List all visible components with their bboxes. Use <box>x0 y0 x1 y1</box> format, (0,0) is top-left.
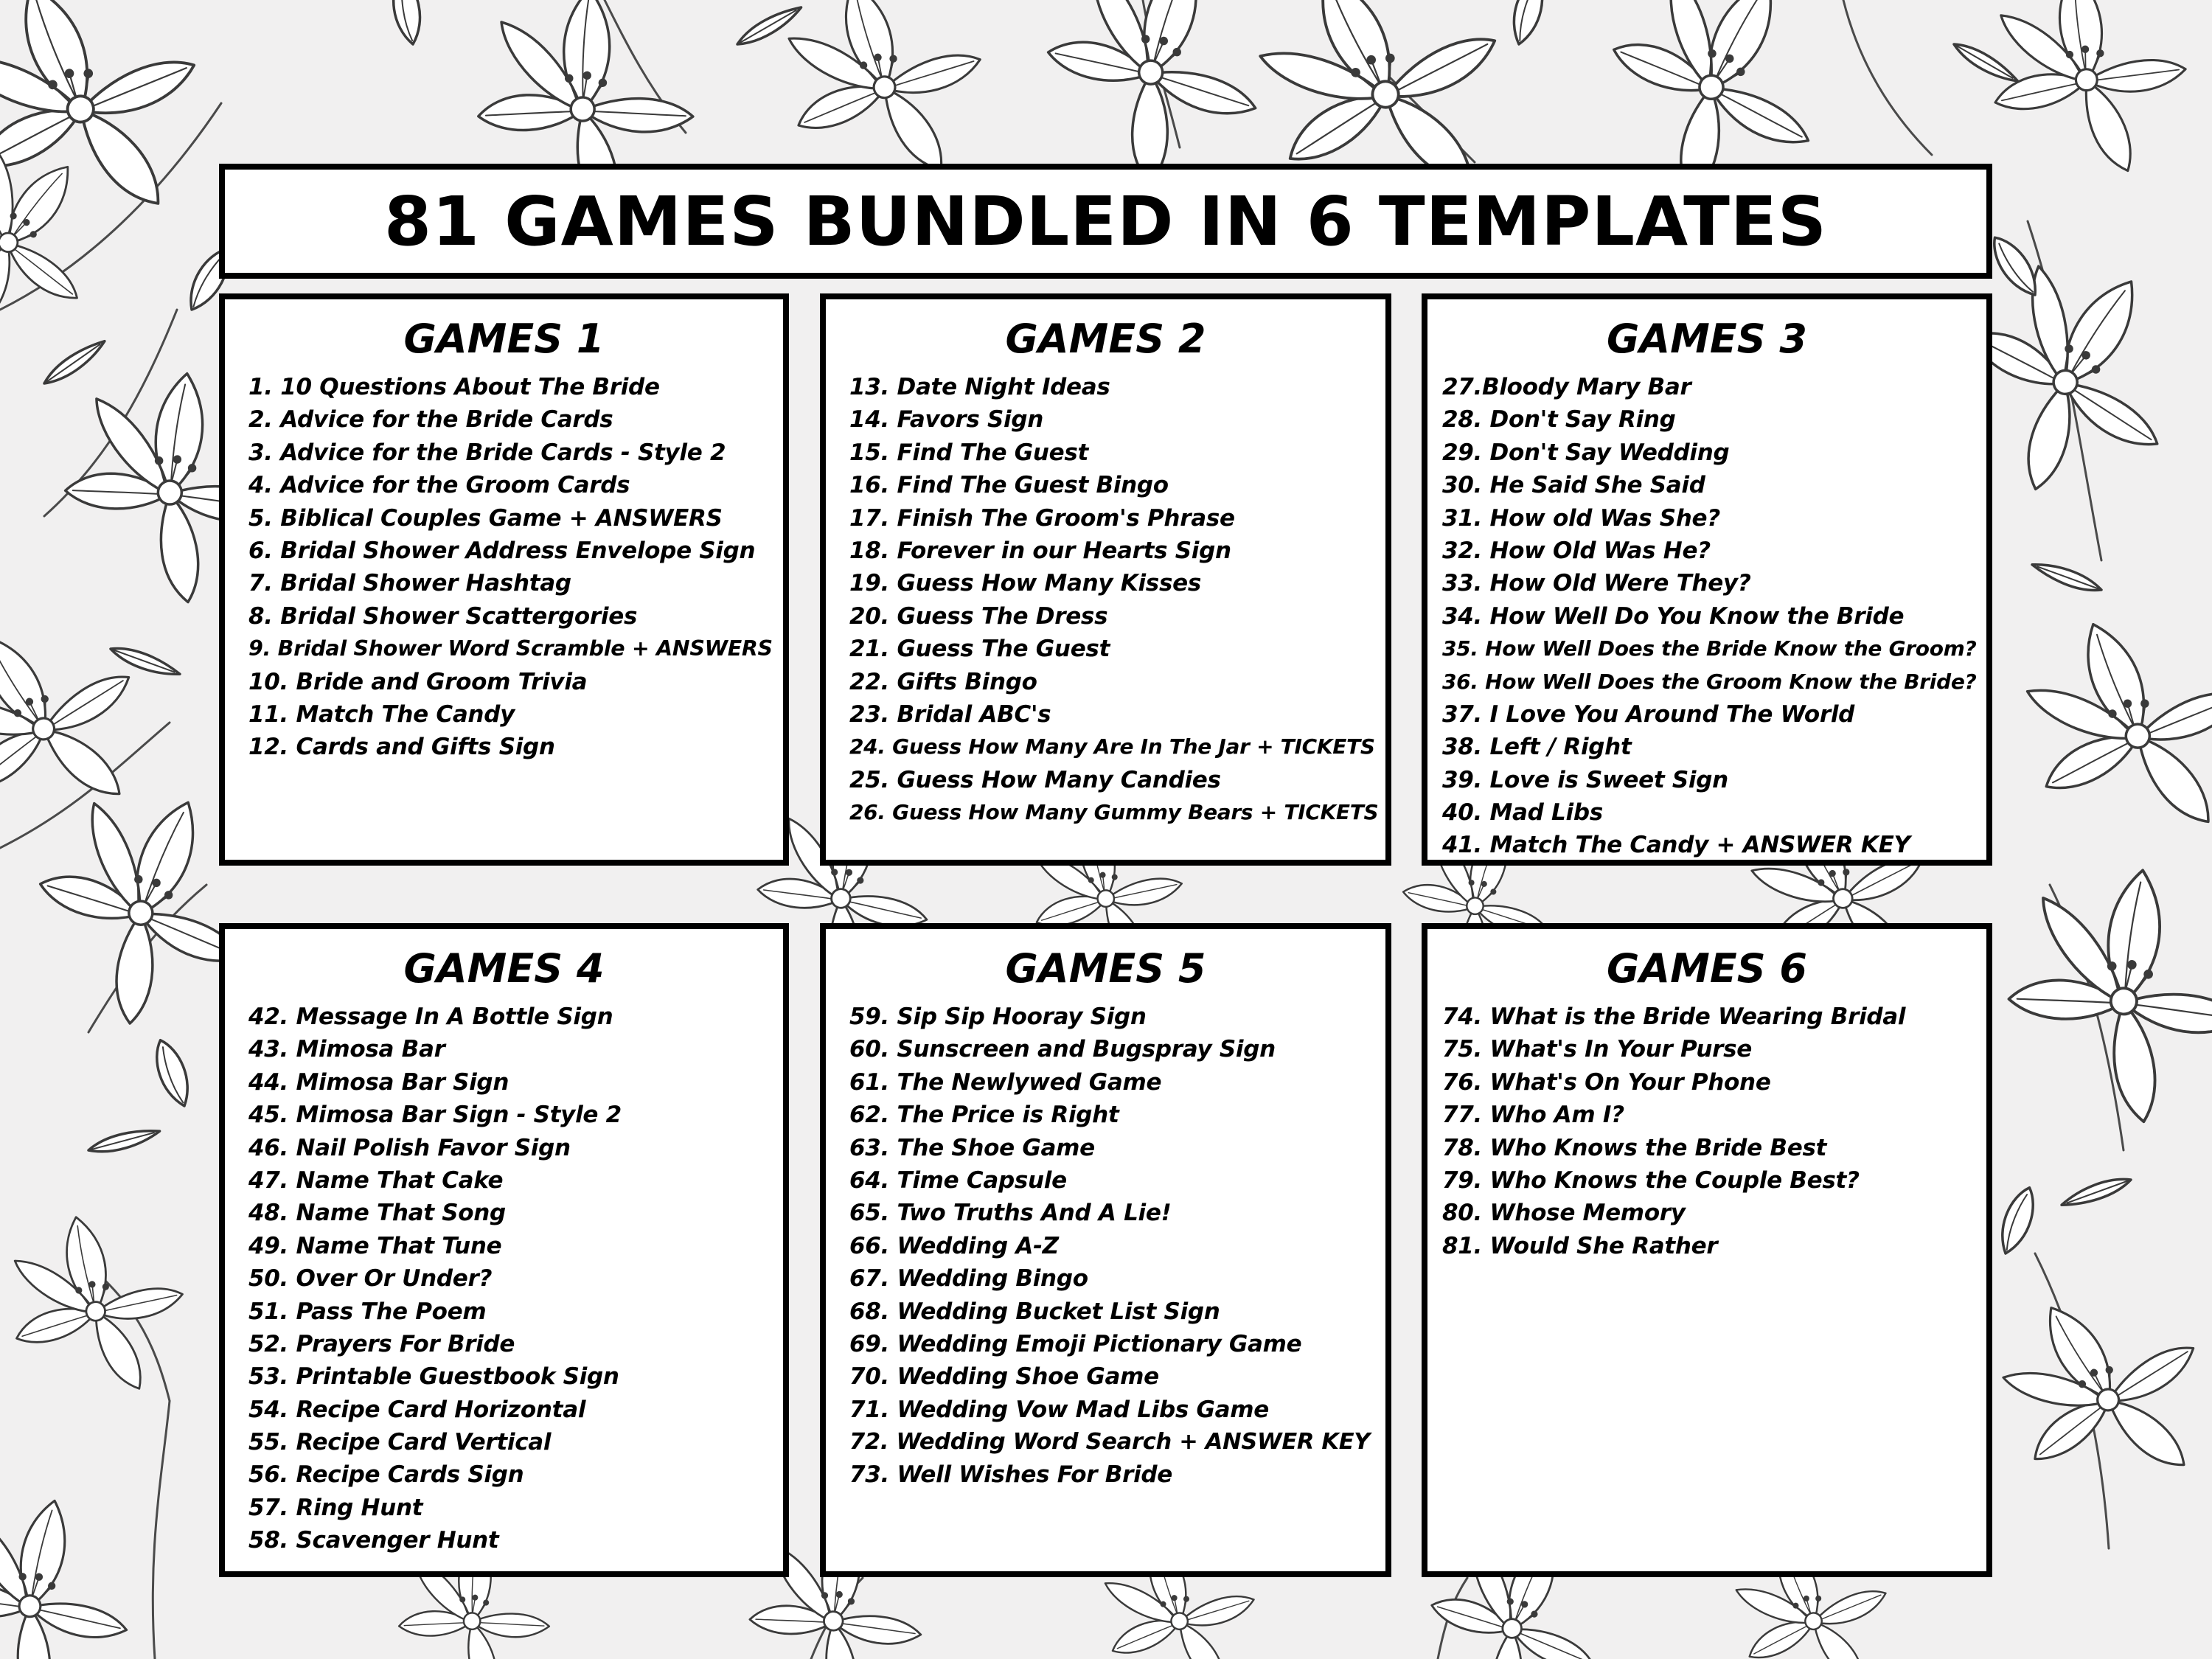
list-item: 66. Wedding A-Z <box>849 1232 1059 1259</box>
list-item: 25. Guess How Many Candies <box>849 766 1221 793</box>
games-panel-2 <box>820 293 1391 866</box>
list-item: 3. Advice for the Bride Cards - Style 2 <box>248 439 726 466</box>
list-item: 21. Guess The Guest <box>849 636 1110 663</box>
list-item: 29. Don't Say Wedding <box>1442 439 1730 466</box>
list-item: 62. The Price is Right <box>849 1102 1119 1129</box>
list-item: 44. Mimosa Bar Sign <box>248 1068 509 1096</box>
games-panel-3 <box>1422 293 1992 866</box>
list-item: 41. Match The Candy + ANSWER KEY <box>1442 832 1910 859</box>
game-list <box>1442 1001 1979 1262</box>
list-item: 54. Recipe Card Horizontal <box>248 1396 586 1423</box>
list-item: 16. Find The Guest Bingo <box>849 472 1169 499</box>
list-item: 2. Advice for the Bride Cards <box>248 406 613 434</box>
list-item: 48. Name That Song <box>248 1200 506 1227</box>
list-item: 34. How Well Do You Know the Bride <box>1442 602 1905 630</box>
list-item: 4. Advice for the Groom Cards <box>248 472 630 499</box>
games-panel-6 <box>1422 923 1992 1577</box>
list-item: 38. Left / Right <box>1442 734 1632 761</box>
list-item: 39. Love is Sweet Sign <box>1442 766 1728 793</box>
list-item: 1. 10 Questions About The Bride <box>248 374 660 400</box>
games-panel-5 <box>820 923 1391 1577</box>
list-item: 7. Bridal Shower Hashtag <box>248 570 571 597</box>
games-panel-1 <box>219 293 789 866</box>
list-item: 52. Prayers For Bride <box>248 1330 515 1357</box>
list-item: 14. Favors Sign <box>849 406 1043 434</box>
list-item: 75. What's In Your Purse <box>1442 1036 1752 1063</box>
list-item: 18. Forever in our Hearts Sign <box>849 537 1231 564</box>
list-item: 19. Guess How Many Kisses <box>849 570 1201 597</box>
list-item: 67. Wedding Bingo <box>849 1265 1088 1293</box>
list-item: 81. Would She Rather <box>1442 1232 1718 1259</box>
list-item: 57. Ring Hunt <box>248 1494 423 1521</box>
list-item: 26. Guess How Many Gummy Bears + TICKETS <box>849 800 1379 825</box>
game-list <box>248 1001 776 1557</box>
list-item: 50. Over Or Under? <box>248 1265 493 1293</box>
list-item: 11. Match The Candy <box>248 700 515 728</box>
list-item: 79. Who Knows the Couple Best? <box>1442 1166 1860 1194</box>
list-item: 60. Sunscreen and Bugspray Sign <box>849 1036 1276 1063</box>
panel-title: GAMES 1 <box>403 316 605 362</box>
list-item: 53. Printable Guestbook Sign <box>248 1363 619 1391</box>
list-item: 46. Nail Polish Favor Sign <box>248 1134 571 1161</box>
panel-title: GAMES 2 <box>1005 316 1206 362</box>
list-item: 45. Mimosa Bar Sign - Style 2 <box>248 1102 622 1129</box>
list-item: 49. Name That Tune <box>248 1232 502 1259</box>
list-item: 43. Mimosa Bar <box>248 1036 445 1063</box>
list-item: 12. Cards and Gifts Sign <box>248 734 555 761</box>
panel-title: GAMES 6 <box>1606 945 1807 992</box>
list-item: 5. Biblical Couples Game + ANSWERS <box>248 504 723 532</box>
list-item: 58. Scavenger Hunt <box>248 1527 499 1554</box>
game-list <box>1442 371 1979 862</box>
panel-title: GAMES 5 <box>1005 945 1206 992</box>
title-banner <box>219 164 1992 279</box>
list-item: 76. What's On Your Phone <box>1442 1068 1771 1096</box>
list-item: 72. Wedding Word Search + ANSWER KEY <box>849 1429 1371 1455</box>
list-item: 64. Time Capsule <box>849 1166 1067 1194</box>
list-item: 17. Finish The Groom's Phrase <box>849 504 1235 532</box>
list-item: 77. Who Am I? <box>1442 1102 1624 1129</box>
list-item: 30. He Said She Said <box>1442 472 1705 499</box>
page-title: 81 GAMES BUNDLED IN 6 TEMPLATES <box>384 181 1827 261</box>
list-item: 56. Recipe Cards Sign <box>248 1461 524 1489</box>
list-item: 47. Name That Cake <box>248 1166 504 1194</box>
list-item: 31. How old Was She? <box>1442 504 1720 532</box>
list-item: 10. Bride and Groom Trivia <box>248 668 588 695</box>
list-item: 13. Date Night Ideas <box>849 374 1110 400</box>
list-item: 78. Who Knows the Bride Best <box>1442 1134 1827 1161</box>
list-item: 22. Gifts Bingo <box>849 668 1037 695</box>
panel-title: GAMES 4 <box>403 945 605 992</box>
list-item: 51. Pass The Poem <box>248 1298 487 1325</box>
list-item: 32. How Old Was He? <box>1442 537 1711 564</box>
list-item: 6. Bridal Shower Address Envelope Sign <box>248 537 756 564</box>
list-item: 65. Two Truths And A Lie! <box>849 1200 1172 1227</box>
list-item: 37. I Love You Around The World <box>1442 700 1855 728</box>
list-item: 63. The Shoe Game <box>849 1134 1095 1161</box>
list-item: 61. The Newlywed Game <box>849 1068 1162 1096</box>
list-item: 74. What is the Bride Wearing Bridal <box>1442 1004 1906 1030</box>
list-item: 40. Mad Libs <box>1442 799 1603 827</box>
list-item: 80. Whose Memory <box>1442 1200 1686 1227</box>
list-item: 28. Don't Say Ring <box>1442 406 1676 434</box>
list-item: 71. Wedding Vow Mad Libs Game <box>849 1396 1270 1423</box>
list-item: 69. Wedding Emoji Pictionary Game <box>849 1330 1302 1357</box>
list-item: 55. Recipe Card Vertical <box>248 1429 552 1456</box>
panel-title: GAMES 3 <box>1606 316 1807 362</box>
list-item: 42. Message In A Bottle Sign <box>248 1004 613 1030</box>
list-item: 70. Wedding Shoe Game <box>849 1363 1159 1391</box>
game-list <box>248 371 776 764</box>
game-list <box>849 371 1378 829</box>
list-item: 33. How Old Were They? <box>1442 570 1751 597</box>
list-item: 68. Wedding Bucket List Sign <box>849 1298 1220 1325</box>
list-item: 15. Find The Guest <box>849 439 1089 466</box>
game-list <box>849 1001 1378 1492</box>
list-item: 59. Sip Sip Hooray Sign <box>849 1004 1147 1030</box>
list-item: 73. Well Wishes For Bride <box>849 1461 1173 1489</box>
games-panel-4 <box>219 923 789 1577</box>
list-item: 8. Bridal Shower Scattergories <box>248 602 638 630</box>
list-item: 9. Bridal Shower Word Scramble + ANSWERS <box>248 636 773 661</box>
list-item: 24. Guess How Many Are In The Jar + TICKETS <box>849 734 1375 759</box>
list-item: 20. Guess The Dress <box>849 602 1108 630</box>
list-item: 35. How Well Does the Bride Know the Groom? <box>1442 636 1977 661</box>
list-item: 36. How Well Does the Groom Know the Bride? <box>1442 669 1977 694</box>
list-item: 27.Bloody Mary Bar <box>1442 374 1691 400</box>
list-item: 23. Bridal ABC's <box>849 700 1051 728</box>
